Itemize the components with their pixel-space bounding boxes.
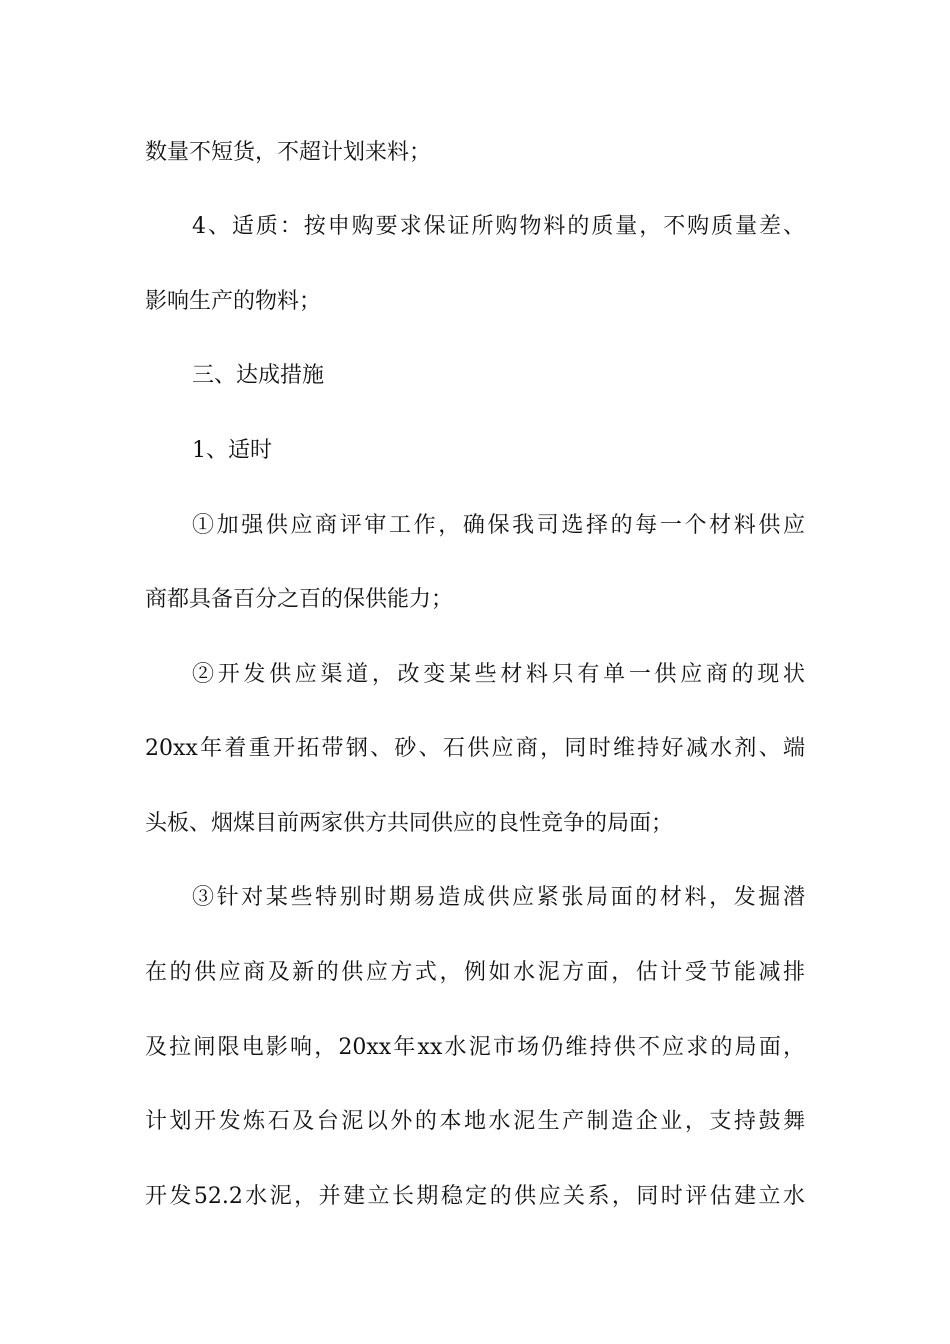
text-line-10: 头板、烟煤目前两家供方共同供应的良性竞争的局面； [145, 811, 674, 836]
text-line-12: 在的供应商及新的供应方式，例如水泥方面，估计受节能减排 [145, 960, 805, 985]
text-line-13: 及拉闸限电影响，20xx年xx水泥市场仍维持供不应求的局面， [145, 1035, 805, 1060]
text-line-3: 影响生产的物料； [145, 289, 322, 314]
text-line-11: ③针对某些特别时期易造成供应紧张局面的材料，发掘潜 [192, 885, 805, 910]
text-line-6: ①加强供应商评审工作，确保我司选择的每一个材料供应 [192, 513, 805, 538]
text-line-8: ②开发供应渠道，改变某些材料只有单一供应商的现状 [192, 662, 805, 687]
text-line-14: 计划开发炼石及台泥以外的本地水泥生产制造企业，支持鼓舞 [145, 1109, 805, 1134]
text-line-9: 20xx年着重开拓带钢、砂、石供应商，同时维持好减水剂、端 [145, 736, 805, 761]
subsection-heading: 1、适时 [192, 438, 272, 463]
section-heading: 三、达成措施 [192, 363, 325, 388]
text-line-15: 开发52.2水泥，并建立长期稳定的供应关系，同时评估建立水 [145, 1184, 805, 1209]
text-line-2: 4、适质：按申购要求保证所购物料的质量，不购质量差、 [192, 214, 805, 239]
text-line-1: 数量不短货，不超计划来料； [145, 140, 432, 165]
text-line-7: 商都具备百分之百的保供能力； [145, 587, 454, 612]
